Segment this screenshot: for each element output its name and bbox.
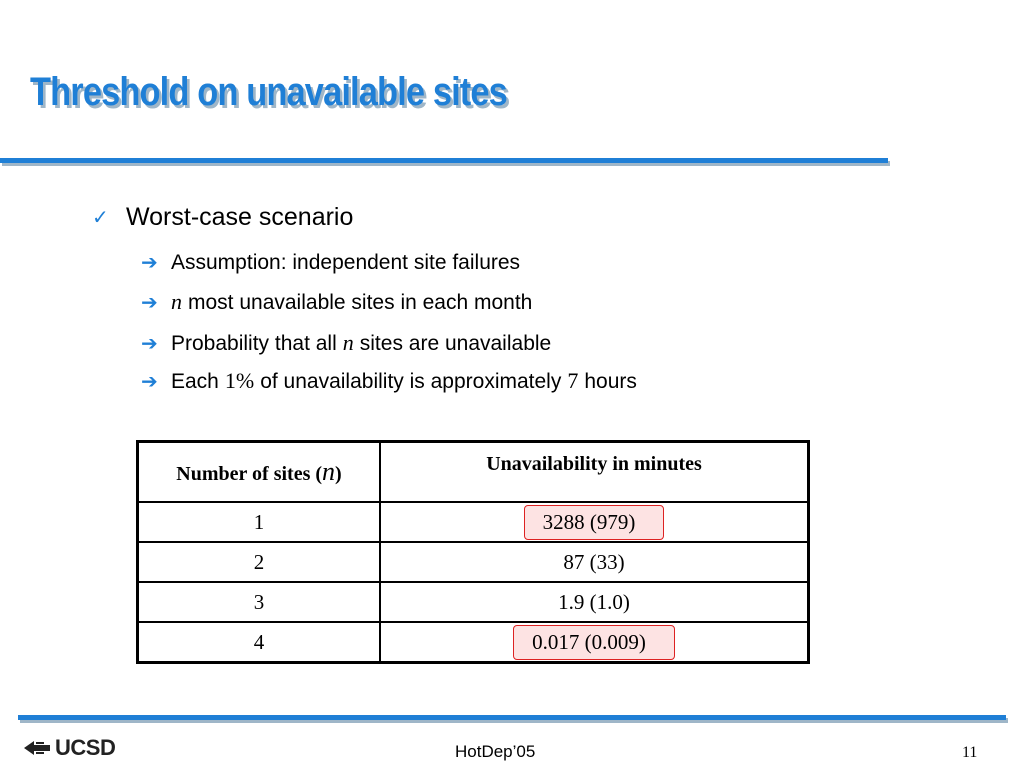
table-row: [138, 622, 809, 663]
cell-sites: 1: [138, 502, 381, 542]
sub-item-text: most unavailable sites in each month: [188, 291, 533, 314]
sub-item-text-before: Each: [171, 370, 219, 393]
sub-item-text: Assumption: independent site failures: [171, 251, 521, 274]
sub-item-most-unavailable: [141, 289, 532, 315]
title-divider: [0, 158, 888, 163]
arrow-right-icon: ➔: [141, 292, 158, 314]
logo-text: UCSD: [55, 735, 116, 760]
header-unavailability: Unavailability in minutes: [380, 442, 809, 503]
ucsd-logo: [22, 735, 115, 761]
arrow-right-icon: ➔: [141, 252, 158, 274]
highlight-box: 3288 (979): [524, 505, 665, 540]
sub-item-each-percent: [141, 368, 637, 394]
bullet-text: Worst-case scenario: [126, 203, 354, 231]
slide-title: Threshold on unavailable sites: [30, 70, 507, 114]
sub-item-probability: [141, 330, 551, 356]
variable-n: n: [322, 457, 336, 486]
value-percent: 1%: [224, 368, 255, 393]
cell-minutes: 87 (33): [380, 542, 809, 582]
cell-minutes: 1.9 (1.0): [380, 582, 809, 622]
trident-icon: [22, 738, 52, 758]
value-hours: 7: [567, 368, 579, 393]
cell-minutes: [380, 622, 809, 663]
unavailability-table: [136, 440, 810, 664]
table-row: [138, 502, 809, 542]
sub-item-text-after: sites are unavailable: [359, 332, 552, 355]
sub-item-text-after: hours: [584, 370, 637, 393]
cell-sites: 4: [138, 622, 381, 663]
sub-item-text-before: Probability that all: [171, 332, 337, 355]
variable-n: n: [342, 330, 354, 355]
variable-n: n: [171, 289, 182, 314]
sub-item-assumption: [141, 250, 520, 275]
footer-divider: [18, 715, 1006, 720]
sub-item-text-mid: of unavailability is approximately: [260, 370, 562, 393]
table-row: [138, 542, 809, 582]
cell-sites: 3: [138, 582, 381, 622]
table-row: [138, 582, 809, 622]
footer-conference: HotDep’05: [455, 742, 536, 761]
header-number-of-sites: Number of sites (n): [138, 442, 381, 503]
arrow-right-icon: ➔: [141, 333, 158, 355]
table-header-row: [138, 442, 809, 503]
arrow-right-icon: ➔: [141, 371, 158, 393]
cell-sites: 2: [138, 542, 381, 582]
cell-minutes: [380, 502, 809, 542]
highlight-box: 0.017 (0.009): [513, 625, 675, 660]
checkmark-icon: ✓: [92, 207, 109, 229]
page-number: 11: [962, 744, 978, 761]
bullet-worst-case: [92, 203, 353, 232]
